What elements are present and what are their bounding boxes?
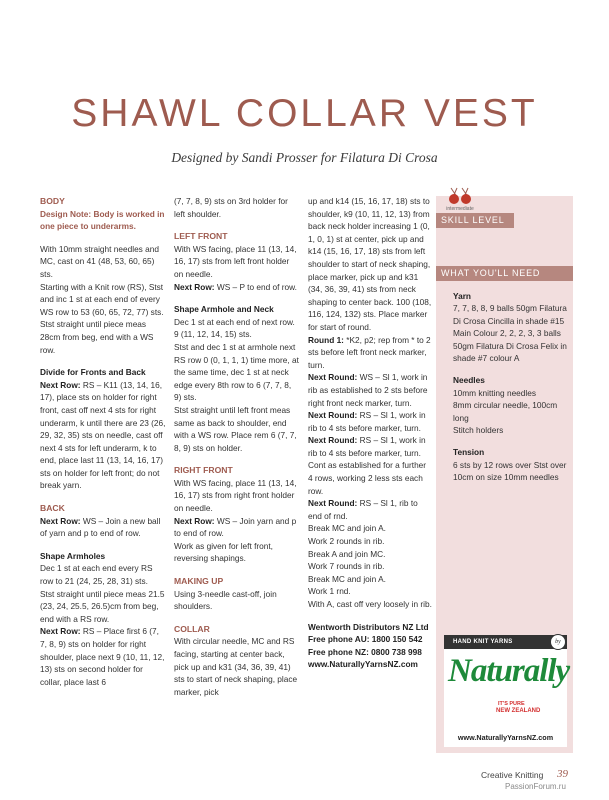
- what-you-need-heading: WHAT YOU'LL NEED: [436, 266, 573, 281]
- round-instruction: [308, 371, 432, 409]
- divide-instruction: [40, 379, 166, 492]
- armholes-instruction: Stst straight until piece meas 21.5 (23, 24, 25.5, 26.5)cm from beg, end with a RS row.: [40, 588, 165, 624]
- row-label: Next Round:: [308, 435, 358, 446]
- row-text: RS – Sl 1, rib to end of rnd.: [308, 498, 418, 521]
- armhole-neck-instruction: Dec 1 st at each end of next row. 9 (11, 12, 14, 15) sts.: [174, 316, 295, 340]
- magazine-name: Creative Knitting: [481, 770, 544, 780]
- body-instruction: Starting with a Knit row (RS), Stst and inc 1 st at each end of every WS row to 53 (60, 65, 72, 77) sts.: [40, 281, 164, 317]
- naturally-logo: Naturally: [448, 653, 570, 689]
- body-instruction: Stst straight until piece meas 28cm from beg, end with a WS row.: [40, 319, 154, 355]
- row-label: Next Row:: [40, 626, 81, 637]
- row-label: Next Row:: [174, 515, 215, 526]
- tension-details: 6 sts by 12 rows over Stst over 10cm on size 10mm needles: [453, 459, 567, 483]
- row-text: RS – K11 (13, 14, 16, 17), place sts on holder for right front, cast off next 4 sts for right underarm, k until there are 23 (26, 29, 32, 35) sts on needle, cast off next 4 sts for left underarm, k to end, place last 11 (13, 14, 16, 17) sts on holder for left front; do not break yarn.: [40, 379, 166, 491]
- round-instruction: [308, 334, 432, 372]
- ad-by-badge: by: [550, 634, 566, 650]
- subheading-armhole-neck: Shape Armhole and Neck: [174, 304, 274, 315]
- pattern-column-2: [174, 195, 300, 698]
- row-label: Next Round:: [308, 498, 358, 509]
- row-label: Next Row:: [40, 379, 81, 390]
- skill-level-text: intermediate: [446, 206, 474, 212]
- row-label: Round 1:: [308, 334, 344, 345]
- back-instruction: [40, 515, 166, 540]
- collar-instruction: With circular needle, MC and RS facing, starting at center back, pick up and k31 (34, 36, 39, 41) sts to start of neck shaping, place marker, pick: [174, 636, 298, 697]
- body-instruction: With 10mm straight needles and MC, cast on 41 (48, 53, 60, 65) sts.: [40, 243, 159, 279]
- armhole-neck-instruction: Stst and dec 1 st at armhole next RS row 0 (0, 1, 1, 1) time more, at the same time, dec 1 st at neck edge every 8th row to 6 (7, 7, 8, 9) sts.: [174, 341, 299, 403]
- page-title: SHAWL COLLAR VEST: [71, 92, 538, 135]
- section-heading-right-front: RIGHT FRONT: [174, 465, 233, 476]
- row-text: RS – Place first 6 (7, 7, 8, 9) sts on holder for right shoulder, place next 9 (10, 11, 12, 13) sts on second holder for collar, place last 6: [40, 626, 165, 687]
- ad-tagline-2: NEW ZEALAND: [496, 708, 541, 714]
- yarn-balls-icon: [445, 187, 475, 205]
- armhole-neck-instruction: Stst straight until left front meas same as back to shoulder, end with a WS row. Place rem 6 (7, 7, 8, 9) sts on holder.: [174, 404, 297, 453]
- row-text: RS – Sl 1, work in rib to 4 sts before marker, turn.: [308, 435, 426, 458]
- distributor-name: Wentworth Distributors NZ Ltd: [308, 621, 429, 632]
- row-text: *K2, p2; rep from * to 2 sts before left front neck marker, turn.: [308, 334, 431, 370]
- designer-byline: Designed by Sandi Prosser for Filatura Di Crosa: [171, 150, 438, 165]
- naturally-yarns-ad[interactable]: [444, 635, 570, 747]
- row-label: Next Round:: [308, 372, 358, 383]
- row-text: WS – Join a new ball of yarn and p to end of row.: [40, 515, 161, 539]
- skill-level-heading: SKILL LEVEL: [436, 213, 514, 228]
- tension-heading: Tension: [453, 447, 485, 458]
- watermark: PassionForum.ru: [505, 782, 566, 791]
- finishing-steps: Break MC and join A. Work 2 rounds in rib. Break A and join MC. Work 7 rounds in rib. Break MC and join A. Work 1 rnd. With A, cast off very loosely in rib.: [308, 523, 432, 609]
- row-label: Next Round:: [308, 410, 358, 421]
- ad-website[interactable]: www.NaturallyYarnsNZ.com: [457, 733, 554, 742]
- round-instruction: Cont as established for a further 4 rows, working 2 less sts each row.: [308, 460, 427, 496]
- section-heading-back: BACK: [40, 503, 65, 514]
- round-instruction: [308, 434, 432, 459]
- design-note: Design Note: Body is worked in one piece to underarms.: [40, 208, 165, 232]
- page-number: 39: [557, 768, 568, 780]
- continued-text: up and k14 (15, 16, 17, 18) sts to shoulder, k9 (10, 11, 12, 13) from back neck holder increasing 1 (0, 1, 0, 1) st at center, pick up and k14 (15, 16, 17, 18) sts from left shoulder to start of neck shaping, place marker, pick up and k31 (34, 36, 39, 41) sts from neck shaping to center back. 100 (108, 116, 124, 132) sts. Place marker for start of round.: [308, 196, 432, 332]
- ad-banner: HAND KNIT YARNS: [444, 635, 567, 649]
- pattern-column-1: [40, 195, 166, 688]
- subheading-divide: Divide for Fronts and Back: [40, 367, 146, 378]
- left-front-instruction: With WS facing, place 11 (13, 14, 16, 17) sts from left front holder on needle.: [174, 243, 297, 279]
- skill-level-badge: [440, 187, 480, 212]
- section-heading-making-up: MAKING UP: [174, 576, 224, 587]
- yarn-heading: Yarn: [453, 291, 471, 301]
- phone-au: Free phone AU: 1800 150 542: [308, 634, 423, 645]
- row-text: WS – Join yarn and p to end of row.: [174, 515, 297, 539]
- row-text: WS – Sl 1, work in rib as established to 2 sts before right front neck marker, turn.: [308, 372, 428, 408]
- making-up-instruction: Using 3-needle cast-off, join shoulders.: [174, 588, 277, 612]
- yarn-details: 7, 7, 8, 8, 9 balls 50gm Filatura Di Crosa Cincilla in shade #15 Main Colour 2, 2, 2, 3, 3 balls 50gm Filatura Di Crosa Felix in shade #7 colour A: [453, 303, 567, 364]
- row-label: Next Row:: [174, 281, 215, 292]
- continued-text: (7, 7, 8, 9) sts on 3rd holder for left shoulder.: [174, 196, 288, 219]
- row-text: WS – P to end of row.: [214, 281, 297, 292]
- materials-list: [453, 290, 569, 484]
- ad-tagline-1: IT'S PURE: [498, 701, 525, 707]
- distributor-website[interactable]: www.NaturallyYarnsNZ.com: [308, 659, 418, 670]
- needles-details: 10mm knitting needles 8mm circular needle, 100cm long Stitch holders: [453, 387, 558, 436]
- subheading-armholes: Shape Armholes: [40, 550, 106, 561]
- section-heading-collar: COLLAR: [174, 623, 210, 634]
- right-front-instruction: [174, 515, 300, 540]
- row-text: RS – Sl 1, work in rib to 4 sts before marker, turn.: [308, 410, 426, 433]
- section-heading-left-front: LEFT FRONT: [174, 231, 228, 242]
- armholes-instruction: Dec 1 st at each end every RS row to 21 (24, 25, 28, 31) sts.: [40, 563, 153, 587]
- pattern-column-3: [308, 195, 432, 671]
- round-instruction: [308, 497, 432, 522]
- needles-heading: Needles: [453, 375, 485, 386]
- armholes-instruction: [40, 625, 166, 688]
- right-front-instruction: With WS facing, place 11 (13, 14, 16, 17) sts from right front holder on needle.: [174, 477, 297, 514]
- left-front-instruction: [174, 281, 300, 294]
- phone-nz: Free phone NZ: 0800 738 998: [308, 646, 422, 657]
- section-heading-body: BODY: [40, 196, 65, 206]
- right-front-instruction: Work as given for left front, reversing shapings.: [174, 540, 273, 564]
- round-instruction: [308, 409, 432, 434]
- row-label: Next Row:: [40, 515, 81, 526]
